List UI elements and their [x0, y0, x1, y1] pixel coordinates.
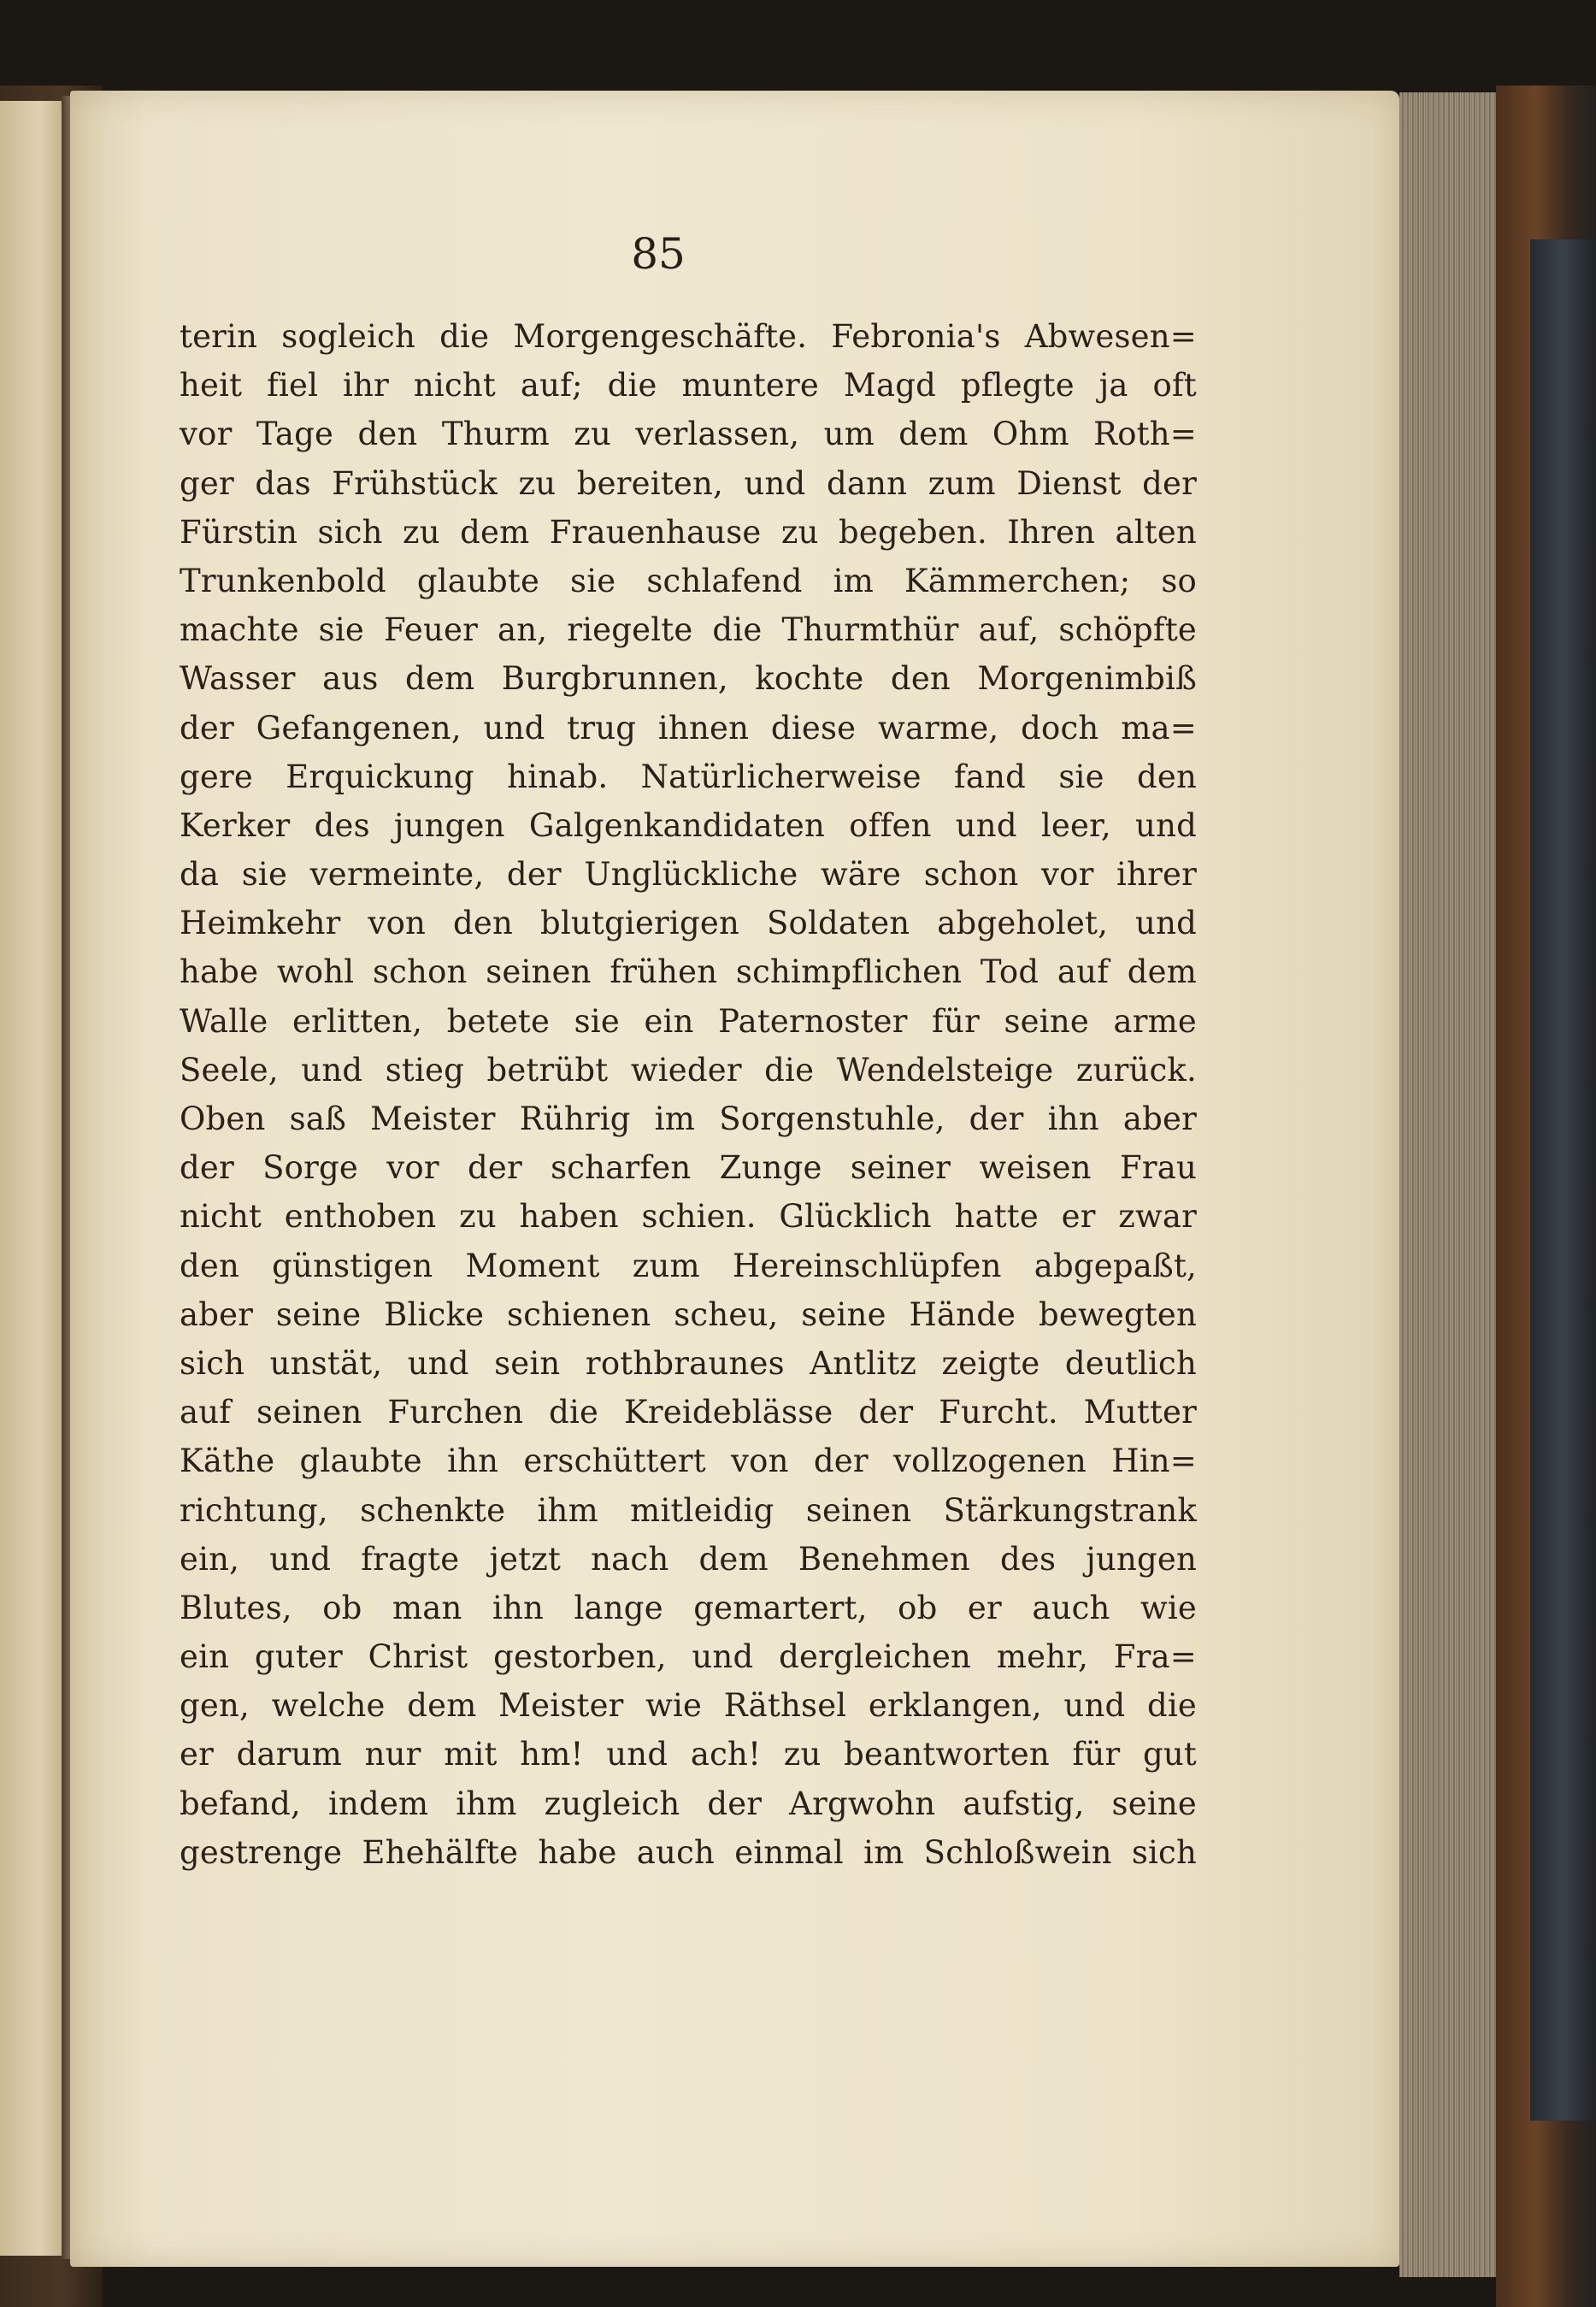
text-line: aber seine Blicke schienen scheu, seine Hände bewegten [180, 1295, 1197, 1333]
text-line: der Sorge vor der scharfen Zunge seiner weisen Frau [180, 1149, 1197, 1187]
text-line: gere Erquickung hinab. Natürlicherweise fand sie den [180, 758, 1197, 795]
text-line: befand, indem ihm zugleich der Argwohn aufstig, seine [180, 1785, 1197, 1822]
text-line: vor Tage den Thurm zu verlassen, um dem Ohm Roth= [180, 416, 1197, 453]
text-line: sich unstät, und sein rothbraunes Antlitz zeigte deutlich [180, 1344, 1197, 1382]
text-line: richtung, schenkte ihm mitleidig seinen Stärkungstrank [180, 1491, 1197, 1529]
cover-spine-band [1530, 239, 1596, 2121]
text-line: gestrenge Ehehälfte habe auch einmal im Schloßwein sich [180, 1833, 1197, 1871]
body-text [180, 312, 1197, 1877]
left-page-edge [0, 101, 68, 2256]
text-line: Oben saß Meister Rührig im Sorgenstuhle, der ihn aber [180, 1100, 1197, 1137]
text-line: der Gefangenen, und trug ihnen diese warme, doch ma= [180, 709, 1197, 746]
page-number: 85 [631, 229, 686, 279]
text-line: machte sie Feuer an, riegelte die Thurmthür auf, schöpfte [180, 611, 1197, 649]
text-line: gen, welche dem Meister wie Räthsel erklangen, und die [180, 1687, 1197, 1725]
text-line: Trunkenbold glaubte sie schlafend im Kämmerchen; so [180, 562, 1197, 599]
text-line: Wasser aus dem Burgbrunnen, kochte den Morgenimbiß [180, 660, 1197, 698]
text-line: da sie vermeinte, der Unglückliche wäre schon vor ihrer [180, 856, 1197, 894]
text-line: Heimkehr von den blutgierigen Soldaten abgeholet, und [180, 905, 1197, 942]
text-line: den günstigen Moment zum Hereinschlüpfen abgepaßt, [180, 1247, 1197, 1284]
text-line: terin sogleich die Morgengeschäfte. Febronia's Abwesen= [180, 318, 1197, 355]
text-line: auf seinen Furchen die Kreideblässe der Furcht. Mutter [180, 1394, 1197, 1431]
text-line: er darum nur mit hm! und ach! zu beantworten für gut [180, 1736, 1197, 1773]
text-line: ein, und fragte jetzt nach dem Benehmen des jungen [180, 1540, 1197, 1578]
text-line: Kerker des jungen Galgenkandidaten offen und leer, und [180, 806, 1197, 844]
text-line: nicht enthoben zu haben schien. Glücklich hatte er zwar [180, 1198, 1197, 1236]
text-line: Käthe glaubte ihn erschüttert von der vollzogenen Hin= [180, 1443, 1197, 1480]
text-line: Seele, und stieg betrübt wieder die Wendelsteige zurück. [180, 1051, 1197, 1089]
text-line: habe wohl schon seinen frühen schimpflichen Tod auf dem [180, 953, 1197, 991]
text-line: ger das Frühstück zu bereiten, und dann zum Dienst der [180, 464, 1197, 502]
text-line: ein guter Christ gestorben, und dergleichen mehr, Fra= [180, 1638, 1197, 1676]
text-line: Blutes, ob man ihn lange gemartert, ob er auch wie [180, 1589, 1197, 1626]
text-line: Fürstin sich zu dem Frauenhause zu begeben. Ihren alten [180, 513, 1197, 551]
text-line: heit fiel ihr nicht auf; die muntere Magd pflegte ja oft [180, 367, 1197, 404]
text-line: Walle erlitten, betete sie ein Paternoster für seine arme [180, 1002, 1197, 1040]
page-block-edges [1399, 92, 1502, 2277]
